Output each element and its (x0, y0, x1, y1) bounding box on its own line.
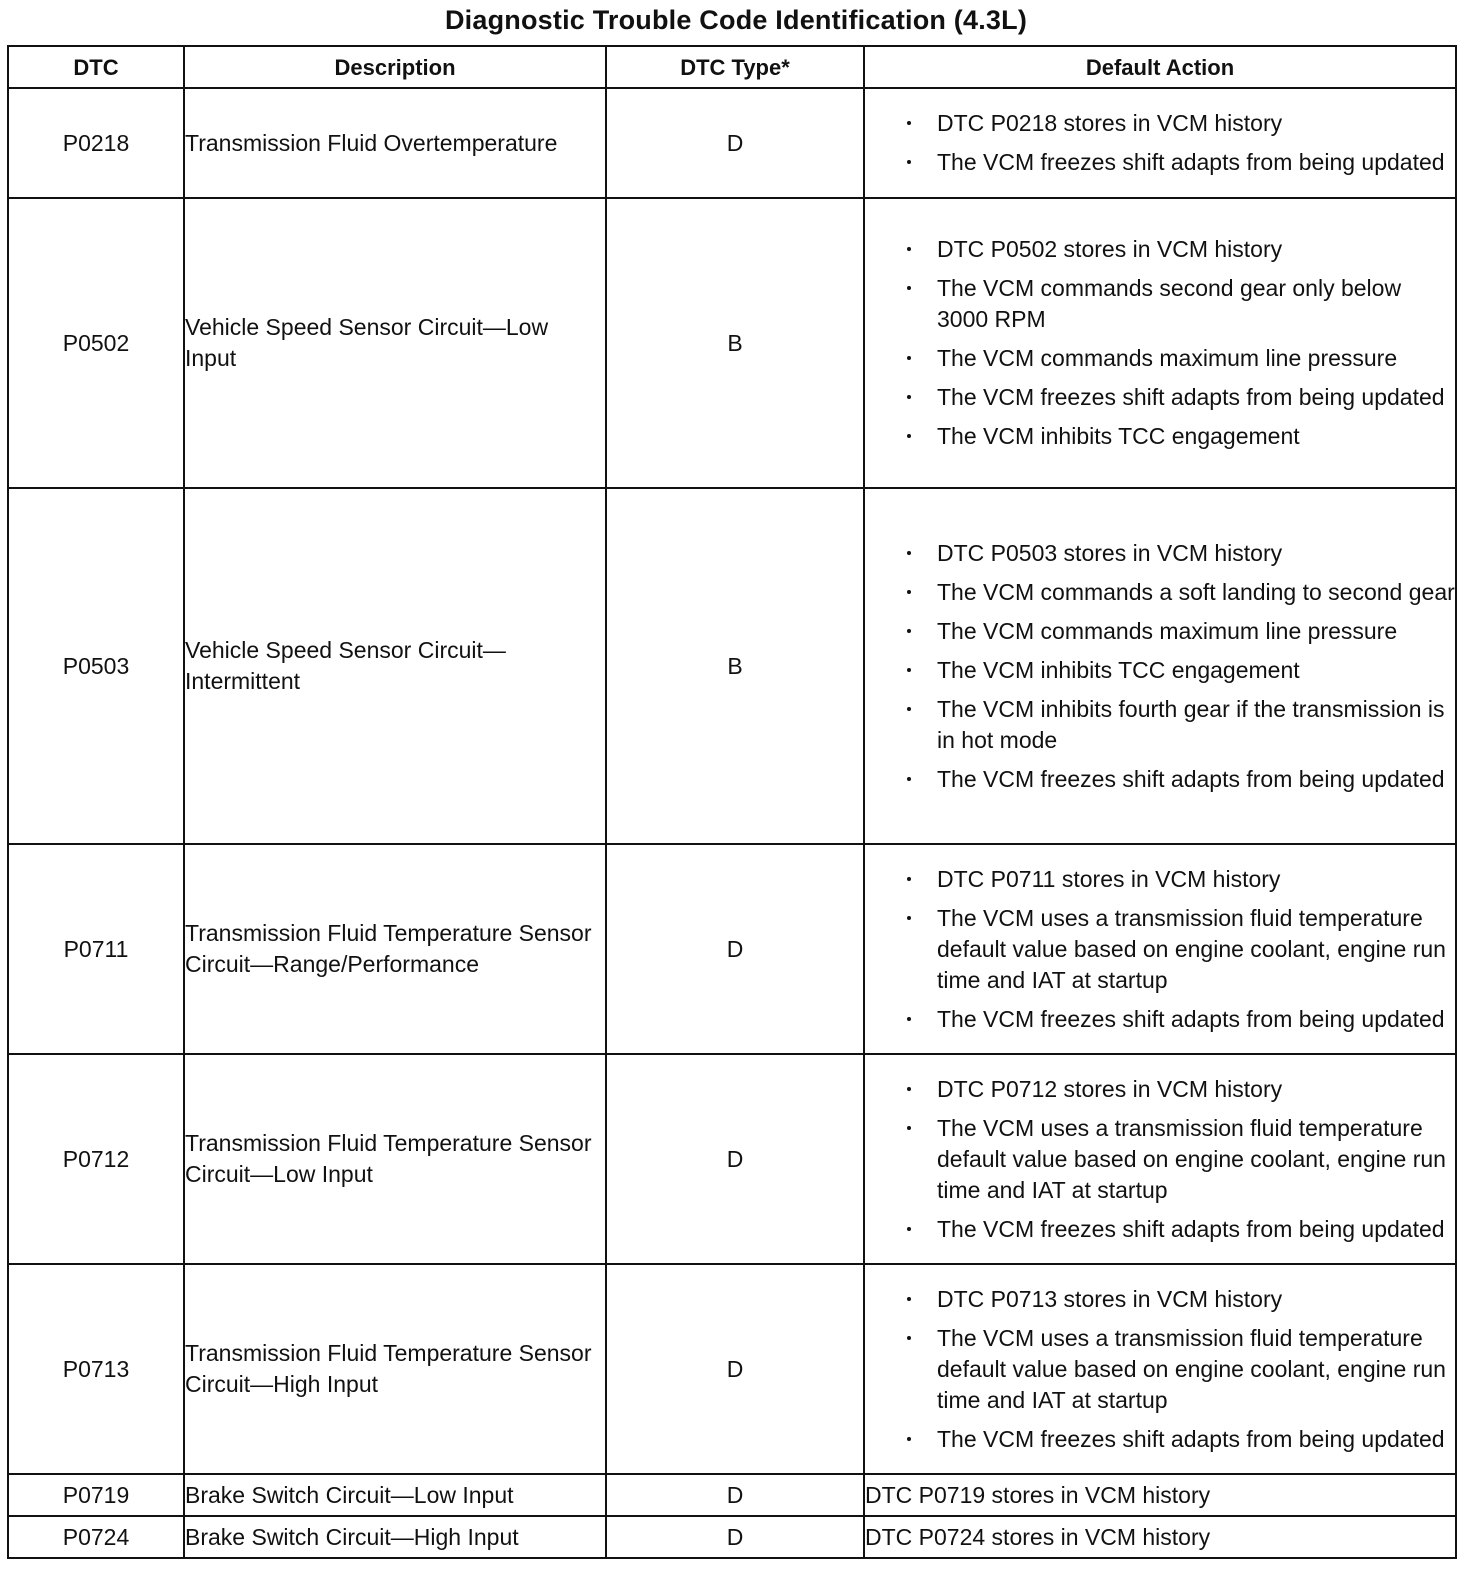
action-item (865, 903, 1455, 996)
action-text: DTC P0503 stores in VCM history (937, 539, 1283, 566)
dtc-code: P0711 (8, 844, 184, 1054)
dtc-description: Vehicle Speed Sensor Circuit—Intermittent (184, 488, 606, 844)
action-item (865, 694, 1455, 756)
table-row (8, 1474, 1456, 1516)
table-row (8, 88, 1456, 198)
header-dtc-type: DTC Type* (606, 46, 864, 88)
table-row (8, 1516, 1456, 1558)
action-text: The VCM uses a transmission fluid temperature default value based on engine coolant, engine run time and IAT at startup (937, 1324, 1446, 1413)
action-text: The VCM freezes shift adapts from being updated (937, 1215, 1445, 1242)
bullet-icon (907, 121, 911, 125)
action-item (865, 764, 1455, 795)
action-item (865, 1323, 1455, 1416)
action-item (865, 147, 1455, 178)
dtc-code: P0719 (8, 1474, 184, 1516)
table-row (8, 1054, 1456, 1264)
action-text: The VCM freezes shift adapts from being updated (937, 765, 1445, 792)
dtc-description: Transmission Fluid Overtemperature (184, 88, 606, 198)
action-item (865, 655, 1455, 686)
bullet-icon (907, 286, 911, 290)
table-row (8, 488, 1456, 844)
bullet-icon (907, 1017, 911, 1021)
table-row (8, 844, 1456, 1054)
dtc-type: D (606, 1264, 864, 1474)
table-header-row (8, 46, 1456, 88)
action-item (865, 616, 1455, 647)
action-text: The VCM uses a transmission fluid temperature default value based on engine coolant, engine run time and IAT at startup (937, 1114, 1446, 1203)
dtc-code: P0713 (8, 1264, 184, 1474)
bullet-icon (907, 356, 911, 360)
action-item (865, 577, 1455, 608)
action-item (865, 1074, 1455, 1105)
default-action (864, 88, 1456, 198)
bullet-icon (907, 1227, 911, 1231)
dtc-code: P0503 (8, 488, 184, 844)
action-text: DTC P0218 stores in VCM history (937, 110, 1283, 136)
bullet-icon (907, 1087, 911, 1091)
page-title: Diagnostic Trouble Code Identification (4.3L) (444, 5, 1028, 35)
action-item (865, 273, 1455, 335)
bullet-icon (907, 877, 911, 881)
dtc-type: D (606, 1516, 864, 1558)
bullet-icon (907, 777, 911, 781)
table-row (8, 1264, 1456, 1474)
dtc-type: D (606, 1054, 864, 1264)
bullet-icon (907, 668, 911, 672)
default-action (864, 488, 1456, 844)
action-text: The VCM freezes shift adapts from being updated (937, 1005, 1445, 1032)
dtc-table (7, 45, 1457, 1559)
dtc-type: D (606, 1474, 864, 1516)
dtc-code: P0712 (8, 1054, 184, 1264)
action-text: The VCM commands maximum line pressure (937, 345, 1398, 371)
dtc-code: P0502 (8, 198, 184, 488)
default-action (864, 1264, 1456, 1474)
action-text: DTC P0711 stores in VCM history (937, 865, 1281, 892)
action-text: The VCM uses a transmission fluid temperature default value based on engine coolant, engine run time and IAT at startup (937, 904, 1446, 993)
default-action (864, 1054, 1456, 1264)
action-list (865, 864, 1455, 1035)
dtc-code: P0724 (8, 1516, 184, 1558)
header-dtc: DTC (8, 46, 184, 88)
action-text: The VCM commands second gear only below 3000 RPM (937, 275, 1402, 332)
action-item (865, 1424, 1455, 1455)
default-action: DTC P0724 stores in VCM history (864, 1516, 1456, 1558)
dtc-description: Transmission Fluid Temperature Sensor Circuit—High Input (184, 1264, 606, 1474)
action-item (865, 234, 1455, 265)
bullet-icon (907, 590, 911, 594)
action-list (865, 538, 1455, 795)
action-item (865, 1004, 1455, 1035)
bullet-icon (907, 916, 911, 920)
dtc-type: B (606, 198, 864, 488)
action-item (865, 343, 1455, 374)
action-text: The VCM commands a soft landing to second gear (937, 578, 1455, 605)
action-item (865, 1214, 1455, 1245)
action-text: The VCM freezes shift adapts from being updated (937, 149, 1445, 175)
dtc-description: Transmission Fluid Temperature Sensor Circuit—Low Input (184, 1054, 606, 1264)
dtc-description: Vehicle Speed Sensor Circuit—Low Input (184, 198, 606, 488)
bullet-icon (907, 1336, 911, 1340)
dtc-code: P0218 (8, 88, 184, 198)
bullet-icon (907, 247, 911, 251)
dtc-description: Brake Switch Circuit—Low Input (184, 1474, 606, 1516)
action-text: The VCM commands maximum line pressure (937, 617, 1398, 644)
header-description: Description (184, 46, 606, 88)
default-action (864, 198, 1456, 488)
dtc-type: D (606, 88, 864, 198)
dtc-description: Transmission Fluid Temperature Sensor Circuit—Range/Performance (184, 844, 606, 1054)
action-list (865, 108, 1455, 178)
bullet-icon (907, 551, 911, 555)
action-text: DTC P0713 stores in VCM history (937, 1285, 1283, 1312)
bullet-icon (907, 707, 911, 711)
action-text: The VCM inhibits TCC engagement (937, 423, 1300, 449)
table-row (8, 198, 1456, 488)
action-item (865, 1284, 1455, 1315)
action-item (865, 421, 1455, 452)
action-item (865, 382, 1455, 413)
action-text: The VCM inhibits TCC engagement (937, 656, 1300, 683)
action-text: The VCM freezes shift adapts from being updated (937, 1425, 1445, 1452)
action-item (865, 864, 1455, 895)
action-item (865, 538, 1455, 569)
action-item (865, 108, 1455, 139)
dtc-type: D (606, 844, 864, 1054)
action-list (865, 1074, 1455, 1245)
action-list (865, 234, 1455, 452)
action-item (865, 1113, 1455, 1206)
bullet-icon (907, 434, 911, 438)
action-list (865, 1284, 1455, 1455)
default-action (864, 844, 1456, 1054)
bullet-icon (907, 160, 911, 164)
default-action: DTC P0719 stores in VCM history (864, 1474, 1456, 1516)
dtc-type: B (606, 488, 864, 844)
bullet-icon (907, 1297, 911, 1301)
action-text: The VCM freezes shift adapts from being updated (937, 384, 1445, 410)
dtc-description: Brake Switch Circuit—High Input (184, 1516, 606, 1558)
bullet-icon (907, 395, 911, 399)
header-default-action: Default Action (864, 46, 1456, 88)
bullet-icon (907, 629, 911, 633)
action-text: DTC P0502 stores in VCM history (937, 236, 1283, 262)
action-text: DTC P0712 stores in VCM history (937, 1075, 1283, 1102)
action-text: The VCM inhibits fourth gear if the transmission is in hot mode (937, 695, 1445, 753)
bullet-icon (907, 1126, 911, 1130)
bullet-icon (907, 1437, 911, 1441)
